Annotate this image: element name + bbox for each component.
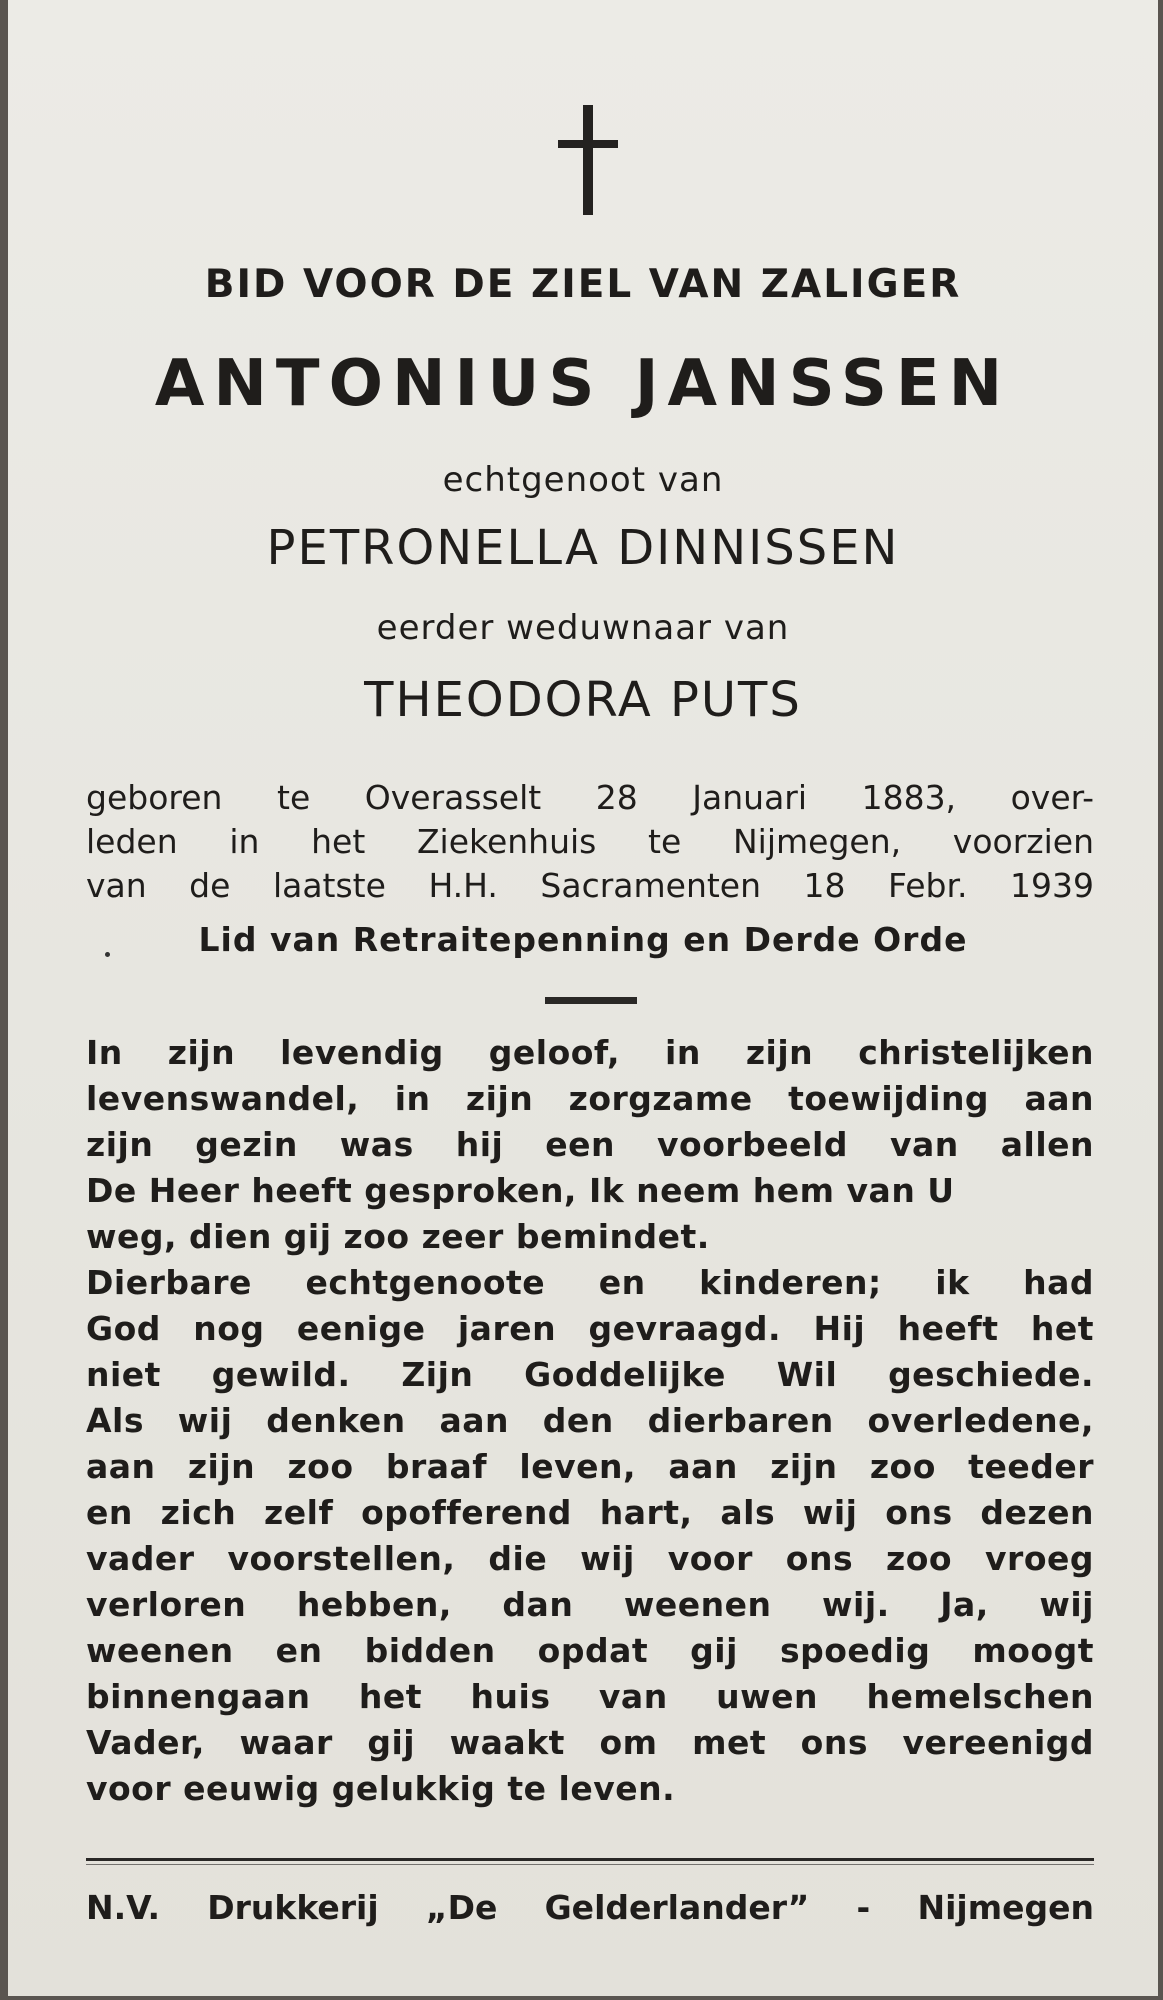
text-line: weenen en bidden opdat gij spoedig moogt: [86, 1631, 1094, 1670]
text-line: voor eeuwig gelukkig te leven.: [86, 1769, 676, 1808]
text-line: De Heer heeft gesproken, Ik neem hem van U: [86, 1171, 955, 1210]
text-line: niet gewild. Zijn Goddelijke Wil geschiede.: [86, 1355, 1094, 1394]
memorial-card: [8, 0, 1158, 1996]
printer-line: N.V. Drukkerij „De Gelderlander” - Nijmegen: [86, 1888, 1094, 1927]
text-line: vader voorstellen, die wij voor ons zoo vroeg: [86, 1539, 1094, 1578]
previous-spouse-label: eerder weduwnaar van: [376, 608, 790, 648]
text-line: Als wij denken aan den dierbaren overledene,: [86, 1401, 1094, 1440]
deceased-name: ANTONIUS JANSSEN: [154, 347, 1012, 421]
print-speck: [105, 952, 110, 957]
cross-icon: [558, 105, 618, 215]
text-line: weg, dien gij zoo zeer bemindet.: [86, 1217, 710, 1256]
bio-line: van de laatste H.H. Sacramenten 18 Febr. 1939: [86, 866, 1094, 905]
text-line: en zich zelf opofferend hart, als wij ons dezen: [86, 1493, 1094, 1532]
previous-spouse-name: THEODORA PUTS: [364, 672, 802, 728]
text-line: aan zijn zoo braaf leven, aan zijn zoo teeder: [86, 1447, 1094, 1486]
membership-line: Lid van Retraitepenning en Derde Orde: [198, 920, 968, 959]
intro-heading: BID VOOR DE ZIEL VAN ZALIGER: [204, 262, 962, 307]
text-line: God nog eenige jaren gevraagd. Hij heeft het: [86, 1309, 1094, 1348]
text-line: verloren hebben, dan weenen wij. Ja, wij: [86, 1585, 1094, 1624]
footer-rule: [86, 1864, 1094, 1865]
section-divider: [545, 997, 637, 1004]
text-line: Vader, waar gij waakt om met ons vereenigd: [86, 1723, 1094, 1762]
text-line: binnengaan het huis van uwen hemelschen: [86, 1677, 1094, 1716]
spouse-label: echtgenoot van: [442, 460, 724, 500]
text-line: In zijn levendig geloof, in zijn christelijken: [86, 1033, 1094, 1072]
footer-rule: [86, 1858, 1094, 1861]
spouse-name: PETRONELLA DINNISSEN: [266, 520, 900, 576]
bio-line: leden in het Ziekenhuis te Nijmegen, voorzien: [86, 822, 1094, 861]
text-line: Dierbare echtgenoote en kinderen; ik had: [86, 1263, 1094, 1302]
text-line: levenswandel, in zijn zorgzame toewijding aan: [86, 1079, 1094, 1118]
bio-line: geboren te Overasselt 28 Januari 1883, over-: [86, 778, 1094, 817]
text-line: zijn gezin was hij een voorbeeld van allen: [86, 1125, 1094, 1164]
